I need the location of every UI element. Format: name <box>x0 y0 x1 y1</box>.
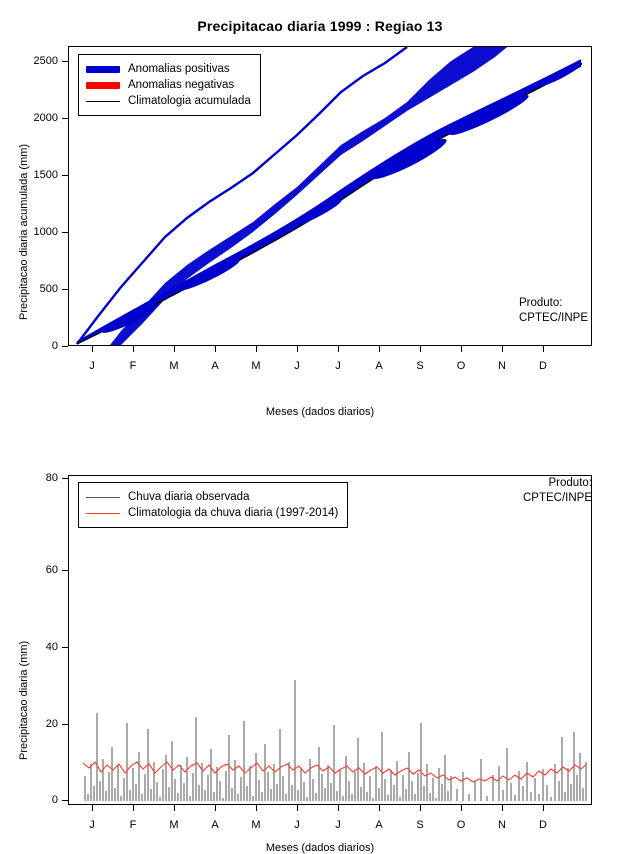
x-tick-label: S <box>416 360 424 372</box>
y-tick-label: 2500 <box>33 55 58 67</box>
x-tick-label: A <box>211 360 219 372</box>
x-tick-mark <box>379 805 380 811</box>
producer-line-2: CPTEC/INPE <box>518 312 588 324</box>
x-tick-mark <box>461 346 462 352</box>
legend-label: Climatologia acumulada <box>128 95 251 107</box>
x-tick-label: D <box>539 819 547 831</box>
legend-swatch-negative <box>86 82 120 89</box>
y-tick-label: 1500 <box>33 169 58 181</box>
legend-daily <box>78 482 348 528</box>
x-tick-label: O <box>456 819 466 831</box>
x-tick-label: J <box>335 360 341 372</box>
x-tick-mark <box>297 805 298 811</box>
legend-accumulated <box>78 54 261 116</box>
producer-line-1: Produto: <box>518 297 563 309</box>
x-tick-mark <box>502 805 503 811</box>
x-tick-label: F <box>129 360 137 372</box>
producer-line-2: CPTEC/INPE <box>522 492 592 504</box>
legend-label: Anomalias positivas <box>128 63 230 75</box>
x-tick-mark <box>543 346 544 352</box>
producer-line-1: Produto: <box>548 477 592 489</box>
x-tick-label: F <box>129 819 137 831</box>
y-tick-label: 80 <box>45 472 58 484</box>
y-tick-label: 500 <box>39 283 58 295</box>
anomaly-bulge <box>290 196 343 229</box>
x-tick-mark <box>174 805 175 811</box>
x-tick-label: M <box>251 819 261 831</box>
daily-observed-bars <box>85 680 586 801</box>
x-tick-label: S <box>416 819 424 831</box>
x-tick-label: A <box>211 819 219 831</box>
legend-swatch-positive <box>86 66 120 73</box>
x-tick-label: J <box>89 360 95 372</box>
legend-label: Chuva diaria observada <box>128 491 250 503</box>
x-tick-mark <box>379 346 380 352</box>
x-tick-label: N <box>498 819 506 831</box>
x-tick-label: J <box>294 819 300 831</box>
x-tick-label: A <box>375 819 383 831</box>
legend-item <box>86 77 251 93</box>
x-axis-label-bottom: Meses (dados diarios) <box>265 842 375 854</box>
x-tick-mark <box>461 805 462 811</box>
y-axis-label-top: Precipitacao diaria acumulada (mm) <box>18 143 30 320</box>
climatology-daily-line <box>83 762 587 782</box>
x-axis-label-top: Meses (dados diarios) <box>265 406 375 418</box>
y-tick-label: 0 <box>51 794 58 806</box>
y-tick-label: 0 <box>51 340 58 352</box>
x-tick-label: A <box>375 360 383 372</box>
x-tick-label: M <box>251 360 261 372</box>
x-tick-mark <box>338 346 339 352</box>
x-tick-mark <box>133 805 134 811</box>
x-tick-mark <box>338 805 339 811</box>
x-tick-mark <box>92 805 93 811</box>
y-tick-label: 40 <box>45 641 58 653</box>
legend-label: Climatologia da chuva diaria (1997-2014) <box>128 507 339 519</box>
x-tick-label: N <box>498 360 506 372</box>
legend-item <box>86 93 251 109</box>
x-tick-mark <box>133 346 134 352</box>
x-tick-mark <box>502 346 503 352</box>
anomaly-bulge <box>447 90 531 139</box>
legend-swatch-climatology <box>86 101 120 102</box>
x-tick-mark <box>420 346 421 352</box>
y-tick-label: 60 <box>45 564 58 576</box>
legend-label: Anomalias negativas <box>128 79 235 91</box>
y-tick-label: 20 <box>45 718 58 730</box>
legend-swatch-observed <box>86 497 120 498</box>
anomaly-bulge <box>534 60 584 91</box>
x-tick-label: M <box>169 360 179 372</box>
x-tick-mark <box>420 805 421 811</box>
y-tick-label: 1000 <box>33 226 58 238</box>
x-tick-mark <box>256 346 257 352</box>
x-tick-label: J <box>294 360 300 372</box>
x-tick-label: J <box>335 819 341 831</box>
daily-precipitation-chart <box>0 430 640 854</box>
legend-item <box>86 505 338 521</box>
x-tick-label: J <box>89 819 95 831</box>
x-tick-label: M <box>169 819 179 831</box>
y-tick-label: 2000 <box>33 112 58 124</box>
x-tick-mark <box>297 346 298 352</box>
legend-swatch-climatology-daily <box>86 513 120 514</box>
producer-note-bottom <box>523 476 592 506</box>
page-title: Precipitacao diaria 1999 : Regiao 13 <box>197 18 443 34</box>
producer-note-top <box>519 296 588 326</box>
y-axis-label-bottom: Precipitacao diaria (mm) <box>18 640 30 760</box>
y-tick-mark <box>62 346 68 347</box>
x-tick-mark <box>92 346 93 352</box>
x-tick-mark <box>256 805 257 811</box>
legend-item <box>86 61 251 77</box>
x-tick-label: O <box>456 360 466 372</box>
x-tick-mark <box>543 805 544 811</box>
x-tick-mark <box>174 346 175 352</box>
x-tick-label: D <box>539 360 547 372</box>
anomaly-bulge <box>368 134 449 185</box>
x-tick-mark <box>215 805 216 811</box>
x-tick-mark <box>215 346 216 352</box>
legend-item <box>86 489 338 505</box>
